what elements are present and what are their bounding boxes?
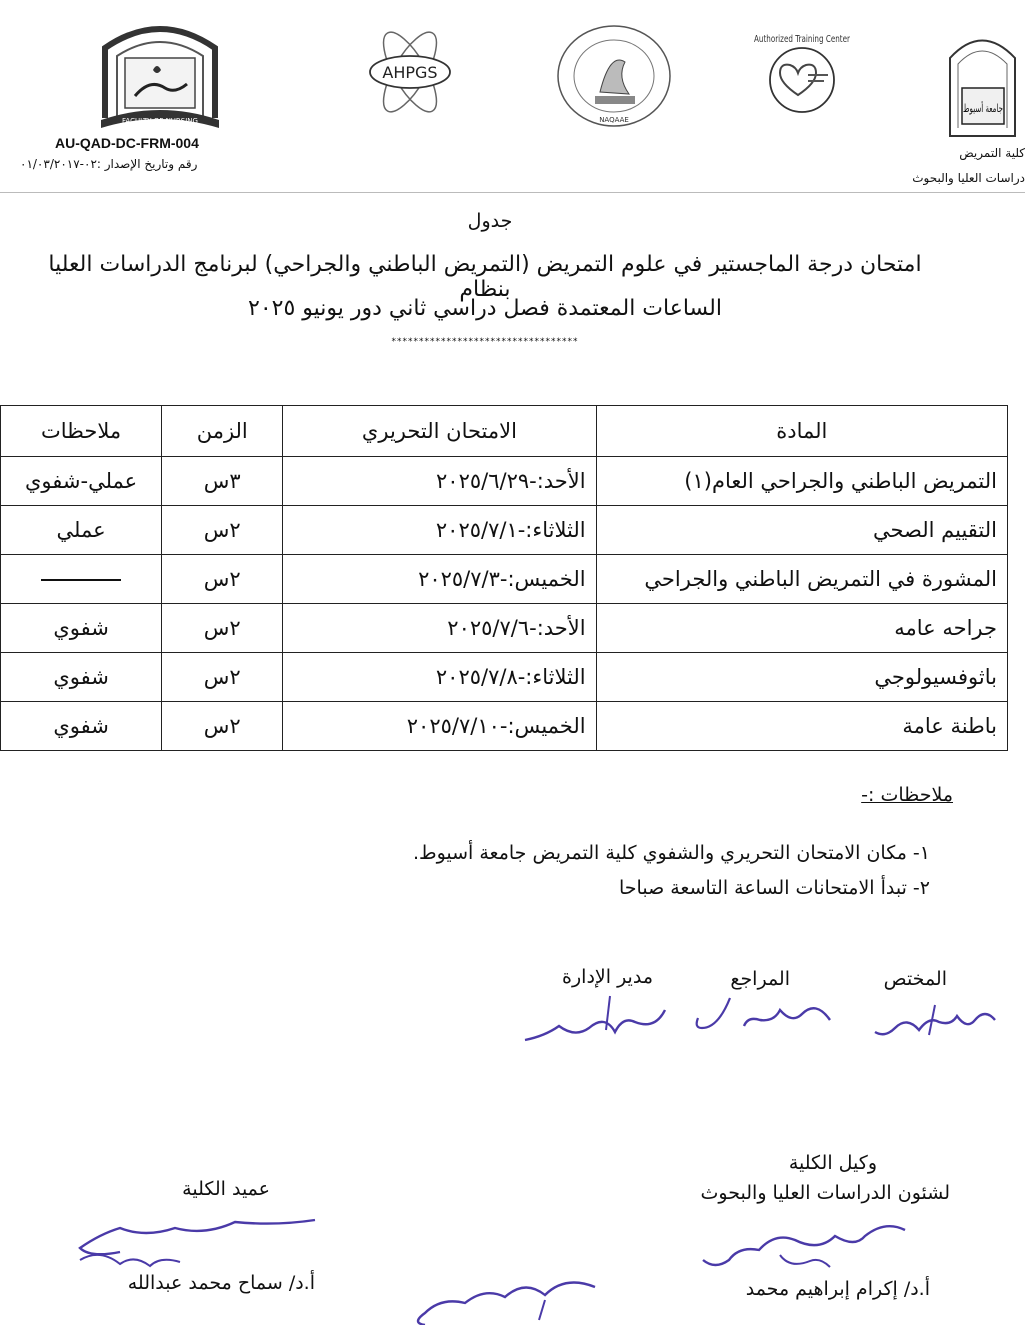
note-item: ٢- تبدأ الامتحانات الساعة التاسعة صباحا — [619, 877, 930, 899]
header-notes: ملاحظات — [1, 406, 162, 457]
department-name: دراسات العليا والبحوث — [912, 171, 1025, 185]
ahpgs-logo-text: AHPGS — [382, 63, 438, 82]
table-row — [1, 555, 1008, 604]
faculty-logo-text: FACULTY OF NURSING — [122, 117, 198, 125]
vice-dean-name: أ.د/ إكرام إبراهيم محمد — [745, 1278, 930, 1300]
header-time: الزمن — [162, 406, 283, 457]
document-title: جدول — [467, 210, 513, 232]
assiut-university-logo — [940, 28, 1025, 138]
vice-dean-title: وكيل الكلية — [788, 1152, 877, 1174]
cell-notes: عملي — [1, 506, 162, 555]
cell-subject: باطنة عامة — [596, 702, 1007, 751]
table-header-row — [1, 406, 1008, 457]
cell-exam-date: الثلاثاء:-٢٠٢٥/٧/٨ — [283, 653, 596, 702]
aha-training-center-logo — [750, 28, 855, 133]
cell-subject: المشورة في التمريض الباطني والجراحي — [596, 555, 1007, 604]
manager-label: مدير الإدارة — [562, 966, 653, 988]
cell-notes: شفوي — [1, 653, 162, 702]
cell-time: ٣س — [162, 457, 283, 506]
issue-number-date: رقم وتاريخ الإصدار :٠٢-٠١/٠٣/٢٠١٧ — [20, 157, 198, 171]
note-item: ١- مكان الامتحان التحريري والشفوي كلية التمريض جامعة أسيوط. — [412, 842, 930, 864]
header-subject: المادة — [596, 406, 1007, 457]
dean-name: أ.د/ سماح محمد عبدالله — [127, 1272, 315, 1294]
cell-notes: عملي-شفوي — [1, 457, 162, 506]
dean-signature — [60, 1210, 330, 1280]
cell-time: ٢س — [162, 702, 283, 751]
cell-exam-date: الخميس:-٢٠٢٥/٧/١٠ — [283, 702, 596, 751]
cell-notes: شفوي — [1, 702, 162, 751]
title-line-1: امتحان درجة الماجستير في علوم التمريض (التمريض الباطني والجراحي) لبرنامج الدراسات العليا بنظام — [48, 252, 922, 302]
vice-dean-signature — [690, 1215, 920, 1285]
cell-notes-empty — [1, 555, 162, 604]
reviewer-label: المراجع — [730, 968, 790, 990]
manager-signature — [515, 990, 675, 1045]
ahpgs-logo — [360, 22, 460, 122]
cell-time: ٢س — [162, 604, 283, 653]
title-line-2: الساعات المعتمدة فصل دراسي ثاني دور يونيو ٢٠٢٥ — [248, 296, 722, 321]
table-row — [1, 653, 1008, 702]
cell-time: ٢س — [162, 506, 283, 555]
cell-subject: باثوفسيولوجي — [596, 653, 1007, 702]
reviewer-signature — [690, 990, 840, 1040]
cell-exam-date: الأحد:-٢٠٢٥/٦/٢٩ — [283, 457, 596, 506]
naqaae-logo-text: NAQAAE — [599, 116, 629, 124]
naqaae-logo — [555, 22, 673, 130]
aha-logo-text: Authorized Training Center — [754, 34, 851, 45]
title-separator: ********************************** — [391, 337, 579, 347]
cell-exam-date: الخميس:-٢٠٢٥/٧/٣ — [283, 555, 596, 604]
cell-notes: شفوي — [1, 604, 162, 653]
bottom-handwriting — [395, 1272, 605, 1325]
table-row — [1, 702, 1008, 751]
faculty-of-nursing-logo — [95, 18, 225, 130]
document-code: AU-QAD-DC-FRM-004 — [55, 135, 199, 151]
table-row — [1, 457, 1008, 506]
cell-exam-date: الأحد:-٢٠٢٥/٧/٦ — [283, 604, 596, 653]
specialist-label: المختص — [883, 968, 947, 990]
notes-title: ملاحظات :- — [861, 784, 953, 806]
vice-dean-department: لشئون الدراسات العليا والبحوث — [700, 1182, 950, 1204]
empty-dash — [41, 579, 121, 581]
table-row — [1, 604, 1008, 653]
assiut-logo-text: جامعة أسيوط — [963, 102, 1025, 115]
cell-exam-date: الثلاثاء:-٢٠٢٥/٧/١ — [283, 506, 596, 555]
table-row — [1, 506, 1008, 555]
header-divider — [0, 192, 1025, 193]
header-written-exam: الامتحان التحريري — [283, 406, 596, 457]
cell-subject: التقييم الصحي — [596, 506, 1007, 555]
specialist-signature — [865, 995, 1005, 1045]
cell-subject: جراحه عامه — [596, 604, 1007, 653]
faculty-name: كلية التمريض — [959, 146, 1025, 160]
exam-schedule-table — [0, 405, 1008, 751]
dean-title: عميد الكلية — [182, 1178, 270, 1200]
cell-time: ٢س — [162, 653, 283, 702]
cell-time: ٢س — [162, 555, 283, 604]
cell-subject: التمريض الباطني والجراحي العام(١) — [596, 457, 1007, 506]
